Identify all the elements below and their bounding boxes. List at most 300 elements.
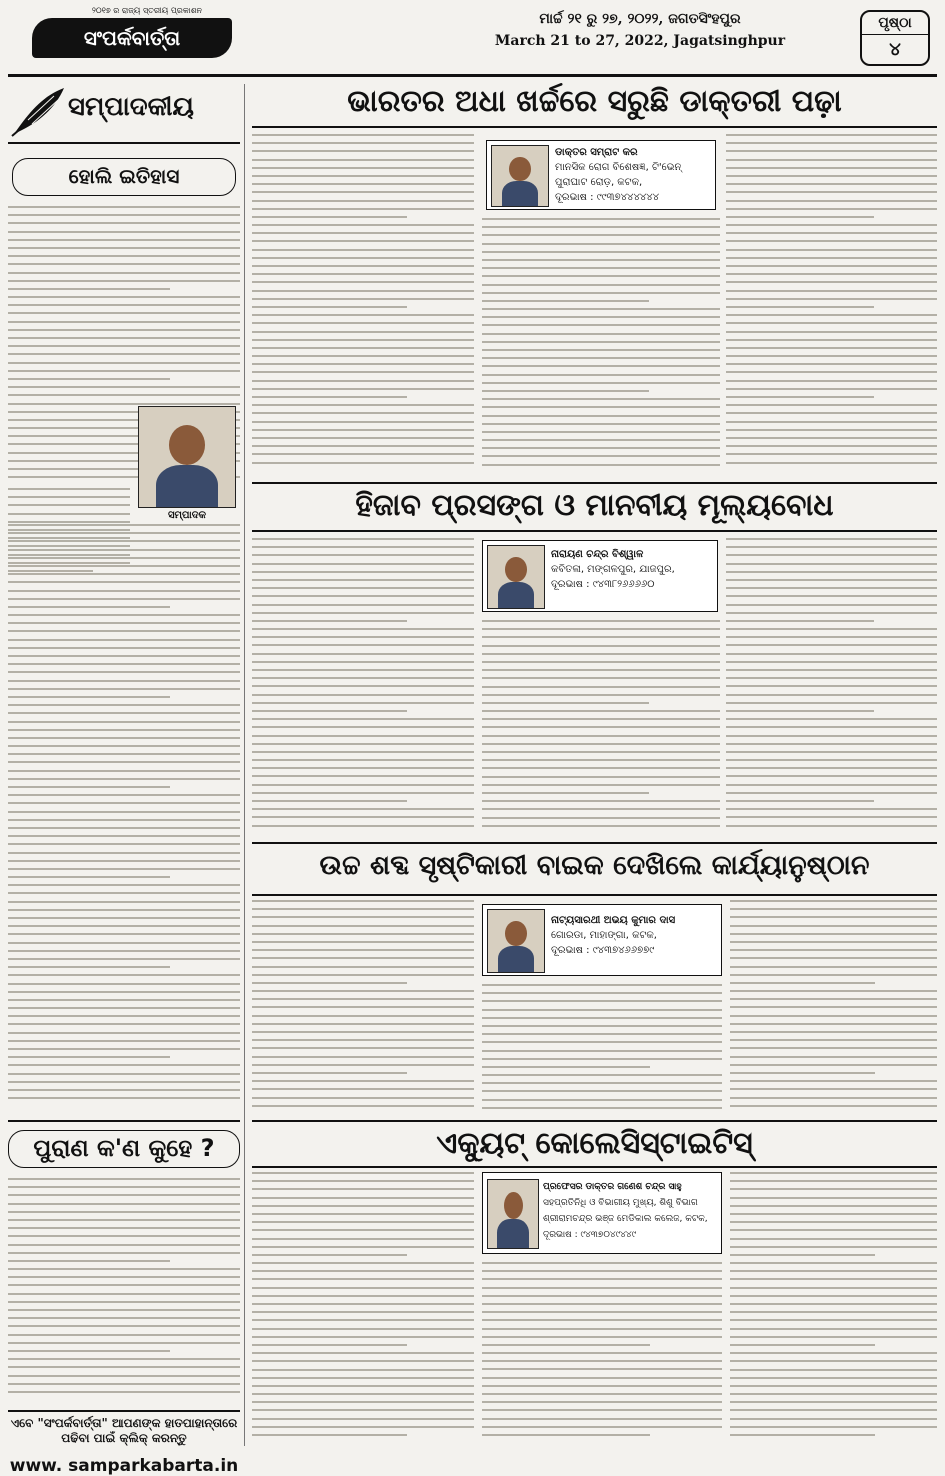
text-line — [730, 1047, 937, 1049]
text-line — [252, 908, 474, 910]
text-line — [8, 403, 240, 405]
text-line — [726, 208, 937, 210]
text-line — [252, 1295, 474, 1297]
divider — [252, 842, 937, 844]
text-line — [726, 546, 937, 548]
text-line — [8, 786, 170, 788]
text-line — [726, 735, 937, 737]
text-line — [726, 339, 937, 341]
text-line — [252, 1344, 407, 1346]
byline-text — [543, 1179, 721, 1243]
text-line — [8, 843, 240, 845]
text-line — [8, 1309, 240, 1311]
text-line — [482, 439, 720, 441]
text-line — [482, 743, 720, 745]
text-line — [252, 710, 407, 712]
text-line — [726, 290, 937, 292]
text-line — [252, 546, 474, 548]
text-line — [482, 398, 720, 400]
author-phone: ଦୂରଭାଷ : ୯୪୩୭୪୬୬୭୭୯ — [551, 945, 655, 956]
text-line — [726, 380, 937, 382]
headline-bike-noise: ଉଚ୍ଚ ଶବ୍ଦ ସୃଷ୍ଟିକାରୀ ବାଇକ ଦେଖିଲେ କାର୍ଯ୍ୟାନୁଷ୍ଠାନ — [319, 850, 870, 881]
text-line — [252, 571, 474, 573]
text-line — [8, 513, 130, 515]
text-line — [482, 726, 720, 728]
text-line — [252, 636, 474, 638]
text-line — [8, 590, 240, 592]
text-line — [726, 298, 937, 300]
text-line — [726, 306, 874, 308]
text-line — [252, 694, 474, 696]
article-body-purana — [8, 1178, 240, 1406]
text-line — [252, 612, 474, 614]
text-line — [252, 1105, 474, 1107]
text-line — [252, 644, 474, 646]
text-line — [730, 1434, 875, 1436]
text-line — [8, 671, 240, 673]
author-phone: ଦୂରଭାଷ : ୯୪୩୮୨୬୬୬୬୦ — [551, 579, 655, 590]
editor-photo — [138, 406, 236, 508]
article-body-bike-col1 — [252, 900, 474, 1116]
text-line — [8, 280, 240, 282]
text-line — [252, 355, 474, 357]
text-line — [252, 290, 474, 292]
text-line — [482, 825, 720, 827]
text-line — [726, 579, 937, 581]
text-line — [8, 496, 130, 498]
text-line — [482, 341, 720, 343]
text-line — [252, 1369, 474, 1371]
text-line — [482, 1270, 722, 1272]
text-line — [726, 421, 937, 423]
text-line — [482, 382, 720, 384]
author-photo — [491, 145, 549, 207]
text-line — [730, 957, 937, 959]
byline-box-chole — [482, 1172, 722, 1254]
text-line — [482, 1401, 722, 1403]
text-line — [8, 942, 240, 944]
text-line — [726, 538, 937, 540]
text-line — [8, 1244, 240, 1246]
text-line — [8, 704, 240, 706]
text-line — [252, 200, 474, 202]
text-line — [8, 1342, 240, 1344]
text-line — [252, 726, 474, 728]
divider — [252, 126, 937, 128]
text-line — [482, 464, 720, 466]
text-line — [8, 950, 240, 952]
text-line — [482, 1090, 722, 1092]
text-line — [482, 218, 720, 220]
text-line — [726, 437, 937, 439]
article-body-bike-col3 — [730, 900, 937, 1116]
text-line — [8, 892, 240, 894]
text-line — [482, 792, 649, 794]
text-line — [730, 1015, 937, 1017]
text-line — [730, 908, 937, 910]
text-line — [730, 1319, 937, 1321]
text-line — [8, 622, 240, 624]
text-line — [252, 767, 474, 769]
text-line — [482, 1041, 722, 1043]
text-line — [730, 1303, 937, 1305]
text-line — [726, 240, 937, 242]
text-line — [726, 224, 937, 226]
text-line — [252, 775, 474, 777]
text-line — [726, 685, 937, 687]
text-line — [8, 573, 240, 575]
text-line — [252, 331, 474, 333]
text-line — [8, 1178, 240, 1180]
text-line — [252, 150, 474, 152]
text-line — [482, 316, 720, 318]
text-line — [730, 1180, 937, 1182]
text-line — [730, 1254, 875, 1256]
text-line — [726, 249, 937, 251]
text-line — [8, 696, 170, 698]
text-line — [252, 1278, 474, 1280]
text-line — [252, 224, 474, 226]
text-line — [726, 825, 937, 827]
text-line — [252, 1221, 474, 1223]
text-line — [8, 1276, 240, 1278]
text-line — [730, 990, 937, 992]
text-line — [482, 267, 720, 269]
article-body-chole-col3 — [730, 1172, 937, 1446]
text-line — [482, 1311, 722, 1313]
text-line — [730, 1039, 937, 1041]
text-line — [252, 281, 474, 283]
text-line — [8, 386, 240, 388]
text-line — [252, 816, 474, 818]
text-line — [252, 134, 474, 136]
text-line — [8, 1383, 240, 1385]
text-line — [252, 949, 474, 951]
text-line — [252, 669, 474, 671]
text-line — [726, 347, 937, 349]
text-line — [252, 1328, 474, 1330]
text-line — [252, 1213, 474, 1215]
text-line — [8, 488, 130, 490]
text-line — [252, 249, 474, 251]
text-line — [482, 357, 720, 359]
text-line — [8, 239, 240, 241]
masthead-rule — [8, 74, 937, 77]
text-line — [730, 1336, 937, 1338]
article-body-holi-cont — [8, 524, 240, 1114]
text-line — [252, 1287, 474, 1289]
text-line — [8, 1089, 240, 1091]
text-line — [482, 784, 720, 786]
text-line — [482, 259, 720, 261]
text-line — [730, 1088, 937, 1090]
text-line — [8, 884, 240, 886]
text-line — [8, 524, 240, 526]
text-line — [482, 1262, 722, 1264]
text-line — [252, 216, 407, 218]
text-line — [730, 1393, 937, 1395]
text-line — [726, 644, 937, 646]
text-line — [482, 1009, 722, 1011]
text-line — [252, 1336, 474, 1338]
text-line — [252, 1180, 474, 1182]
text-line — [252, 916, 474, 918]
text-line — [252, 653, 474, 655]
text-line — [252, 314, 474, 316]
text-line — [482, 669, 720, 671]
text-line — [252, 1303, 474, 1305]
text-line — [726, 743, 937, 745]
text-line — [252, 388, 474, 390]
text-line — [730, 1238, 937, 1240]
divider — [252, 894, 937, 896]
text-line — [8, 1227, 240, 1229]
quill-icon — [8, 84, 68, 138]
text-line — [482, 702, 649, 704]
text-line — [8, 598, 240, 600]
text-line — [726, 816, 937, 818]
text-line — [8, 394, 240, 396]
text-line — [8, 231, 240, 233]
text-line — [730, 1295, 937, 1297]
text-line — [8, 1284, 240, 1286]
text-line — [482, 292, 720, 294]
text-line — [8, 835, 240, 837]
text-line — [482, 800, 720, 802]
website-link[interactable]: www. samparkabarta.in — [9, 1456, 239, 1476]
byline-box-bike — [482, 904, 722, 976]
text-line — [8, 712, 240, 714]
text-line — [730, 1023, 937, 1025]
text-line — [482, 1368, 722, 1370]
text-line — [252, 735, 474, 737]
text-line — [252, 1352, 474, 1354]
editorial-label: ସମ୍ପାଦକୀୟ — [68, 92, 194, 122]
text-line — [730, 966, 937, 968]
text-line — [730, 1328, 937, 1330]
text-line — [726, 784, 937, 786]
text-line — [730, 1344, 875, 1346]
text-line — [252, 1434, 407, 1436]
text-line — [482, 1017, 722, 1019]
text-line — [726, 636, 937, 638]
text-line — [726, 355, 937, 357]
text-line — [252, 1205, 474, 1207]
text-line — [482, 251, 720, 253]
text-line — [730, 949, 937, 951]
text-line — [252, 1088, 474, 1090]
text-line — [252, 183, 474, 185]
text-line — [8, 1252, 240, 1254]
author-name: ନାଟ୍ୟସାରଥୀ ଅଭୟ କୁମାର ଦାସ — [551, 915, 676, 926]
newspaper-logo[interactable] — [12, 6, 244, 66]
text-line — [8, 532, 240, 534]
text-line — [482, 718, 720, 720]
headline-cholecystitis: ଏକ୍ୟୁଟ୍ କୋଲେସିସ୍ଟାଇଟିସ୍ — [436, 1126, 753, 1161]
text-line — [482, 808, 720, 810]
text-line — [252, 604, 474, 606]
article-title-holi: ହୋଲି ଇତିହାସ — [12, 158, 236, 196]
text-line — [730, 974, 937, 976]
text-line — [252, 396, 407, 398]
text-line — [8, 581, 240, 583]
text-line — [252, 800, 407, 802]
text-line — [730, 1172, 937, 1174]
text-line — [8, 745, 240, 747]
text-line — [8, 1375, 240, 1377]
text-line — [8, 255, 240, 257]
text-line — [730, 1213, 937, 1215]
text-line — [726, 800, 874, 802]
text-line — [252, 1047, 474, 1049]
text-line — [8, 1194, 240, 1196]
article-body-medical-col3 — [726, 134, 937, 478]
headline-hijab: ହିଜାବ ପ୍ରସଙ୍ଗ ଓ ମାନବୀୟ ମୂଲ୍ୟବୋଧ — [355, 488, 834, 523]
text-line — [482, 1377, 722, 1379]
text-line — [730, 1229, 937, 1231]
text-line — [8, 1186, 240, 1188]
text-line — [252, 1097, 474, 1099]
text-line — [8, 1081, 240, 1083]
text-line — [730, 1311, 937, 1313]
text-line — [252, 941, 474, 943]
text-line — [8, 802, 240, 804]
headline-medical-study: ଭାରତର ଅଧା ଖର୍ଚ୍ଚରେ ସରୁଛି ଡାକ୍ତରୀ ପଢ଼ା — [347, 84, 842, 119]
text-line — [252, 1031, 474, 1033]
text-line — [482, 1107, 722, 1109]
text-line — [482, 1033, 722, 1035]
text-line — [482, 1328, 722, 1330]
text-line — [8, 680, 240, 682]
text-line — [730, 1031, 937, 1033]
text-line — [726, 331, 937, 333]
text-line — [8, 1391, 240, 1393]
text-line — [252, 620, 407, 622]
text-line — [730, 1369, 937, 1371]
text-line — [252, 1418, 474, 1420]
text-line — [252, 808, 474, 810]
text-line — [8, 1040, 240, 1042]
date-odia: ମାର୍ଚ୍ଚ ୨୧ ରୁ ୨୭, ୨୦୨୨, ଜଗତସିଂହପୁର — [539, 11, 741, 27]
text-line — [8, 370, 240, 372]
masthead — [0, 0, 945, 78]
text-line — [482, 415, 720, 417]
text-line — [252, 900, 474, 902]
text-line — [482, 1025, 722, 1027]
text-line — [8, 1260, 170, 1262]
text-line — [252, 306, 407, 308]
text-line — [482, 243, 720, 245]
text-line — [252, 462, 474, 464]
text-line — [726, 792, 937, 794]
page-number-box — [860, 10, 930, 66]
text-line — [8, 1032, 240, 1034]
text-line — [482, 645, 720, 647]
text-line — [252, 437, 474, 439]
text-line — [252, 175, 474, 177]
text-line — [8, 737, 240, 739]
text-line — [252, 966, 474, 968]
text-line — [252, 743, 474, 745]
text-line — [482, 628, 720, 630]
text-line — [8, 1048, 240, 1050]
text-line — [252, 453, 474, 455]
text-line — [252, 784, 474, 786]
text-line — [482, 1409, 722, 1411]
text-line — [482, 776, 720, 778]
text-line — [482, 1050, 722, 1052]
text-line — [252, 792, 474, 794]
article-body-medical-col2 — [482, 218, 720, 478]
text-line — [8, 827, 240, 829]
divider — [8, 1120, 240, 1122]
text-line — [252, 1072, 407, 1074]
text-line — [252, 208, 474, 210]
text-line — [8, 1293, 240, 1295]
text-line — [8, 1235, 240, 1237]
text-line — [730, 1426, 937, 1428]
author-photo — [487, 909, 545, 973]
text-line — [8, 794, 240, 796]
text-line — [482, 1099, 722, 1101]
text-line — [8, 933, 240, 935]
text-line — [252, 974, 474, 976]
text-line — [730, 916, 937, 918]
text-line — [482, 1303, 722, 1305]
logo-name: ସଂପର୍କବାର୍ତ୍ତା — [32, 18, 232, 58]
text-line — [726, 150, 937, 152]
text-line — [8, 1219, 240, 1221]
text-line — [252, 412, 474, 414]
text-line — [726, 587, 937, 589]
text-line — [8, 362, 240, 364]
author-photo — [487, 545, 545, 609]
text-line — [252, 998, 474, 1000]
text-line — [726, 273, 937, 275]
text-line — [730, 925, 937, 927]
text-line — [8, 312, 240, 314]
text-line — [8, 1056, 170, 1058]
text-line — [8, 1334, 240, 1336]
text-line — [8, 917, 240, 919]
text-line — [482, 677, 720, 679]
text-line — [252, 339, 474, 341]
text-line — [726, 175, 937, 177]
text-line — [8, 999, 240, 1001]
text-line — [252, 1311, 474, 1313]
text-line — [252, 257, 474, 259]
text-line — [482, 1295, 722, 1297]
author-phone: ଦୂରଭାଷ : ୯୪୩୭୦୪୯୪୪୯ — [543, 1230, 637, 1240]
text-line — [730, 998, 937, 1000]
text-line — [8, 1073, 240, 1075]
article-body-hijab-col2 — [482, 620, 720, 838]
text-line — [730, 982, 875, 984]
divider — [252, 530, 937, 532]
text-line — [252, 1409, 474, 1411]
text-line — [8, 214, 240, 216]
editorial-header — [8, 84, 240, 140]
text-line — [726, 134, 937, 136]
text-line — [726, 142, 937, 144]
text-line — [730, 1352, 937, 1354]
text-line — [8, 1358, 240, 1360]
text-line — [252, 825, 474, 827]
author-photo — [487, 1179, 539, 1249]
text-line — [482, 759, 720, 761]
text-line — [8, 222, 240, 224]
text-line — [482, 300, 649, 302]
